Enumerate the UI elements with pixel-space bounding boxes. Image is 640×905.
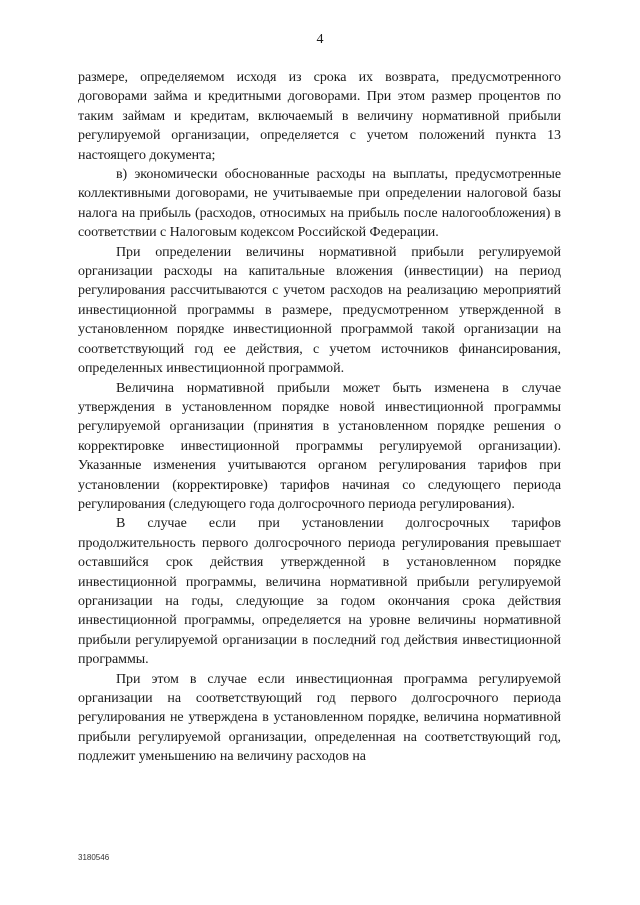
paragraph-profit-change: Величина нормативной прибыли может быть изменена в случае утверждения в установленном порядке новой инвестиционной программы регулируемой организации (принятия в установленном порядке решения о корректировке инвестиционной программы регулируемой организации). Указанные изменения учитываются органом регулирования тарифов при установлении (корректировке) тарифов начиная со следующего периода регулирования (следующего года долгосрочного периода регулирования). [78, 380, 561, 512]
document-body [78, 68, 561, 767]
paragraph-long-term-period: В случае если при установлении долгосрочных тарифов продолжительность первого долгосрочного периода регулирования превышает оставшийся срок действия утвержденной в установленном порядке инвестиционной программы, величина нормативной прибыли регулируемой организации на годы, следующие за годом окончания срока действия инвестиционной программы, определяется на уровне величины нормативной прибыли регулируемой организации в последний год действия инвестиционной программы. [78, 516, 561, 668]
paragraph-program-not-approved: При этом в случае если инвестиционная программа регулируемой организации на соответствующий год первого долгосрочного периода регулирования не утверждена в установленном порядке, величина нормативной прибыли регулируемой организации, определенная на соответствующий год, подлежит уменьшению на величину расходов на [78, 671, 561, 765]
paragraph-continued: размере, определяемом исходя из срока их возврата, предусмотренного договорами займа и кредитными договорами. При этом размер процентов по таким займам и кредитам, включаемый в величину нормативной прибыли регулируемой организации, определяется с учетом положений пункта 13 настоящего документа; [78, 70, 561, 163]
paragraph-capital-investment: При определении величины нормативной прибыли регулируемой организации расходы на капитальные вложения (инвестиции) на период регулирования рассчитываются с учетом расходов на реализацию мероприятий инвестиционной программы в размере, предусмотренном утвержденной в установленном порядке инвестиционной программой такой организации на соответствующий год ее действия, с учетом источников финансирования, определенных инвестиционной программой. [78, 244, 561, 377]
paragraph-item-v: в) экономически обоснованные расходы на выплаты, предусмотренные коллективными договорами, не учитываемые при определении налоговой базы налога на прибыль (расходов, относимых на прибыль после налогообложения) в соответствии с Налоговым кодексом Российской Федерации. [78, 167, 561, 241]
page-number: 4 [316, 32, 324, 47]
document-code: 3180546 [78, 853, 110, 862]
